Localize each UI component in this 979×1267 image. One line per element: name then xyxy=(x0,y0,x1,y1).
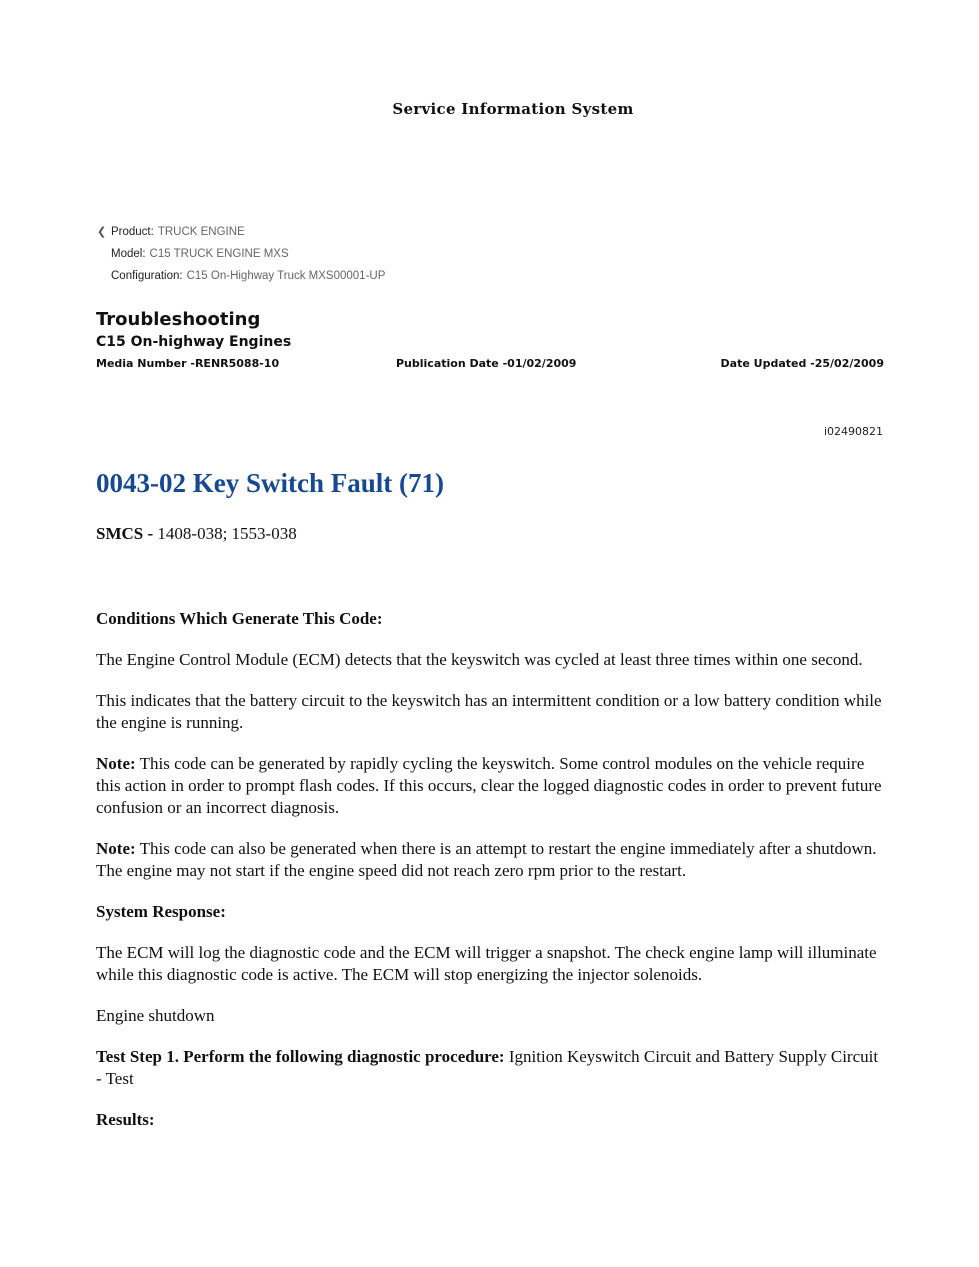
smcs-label: SMCS - xyxy=(96,524,154,543)
test-step-label: Test Step 1. Perform the following diagnostic procedure: xyxy=(96,1047,505,1066)
document-header xyxy=(96,308,884,372)
date-updated: Date Updated -25/02/2009 xyxy=(720,357,884,370)
note-text: This code can be generated by rapidly cycling the keyswitch. Some control modules on the vehicle require this action in order to prompt flash codes. If this occurs, clear the logged diagnostic codes in order to prevent future confusion or an incorrect diagnosis. xyxy=(96,754,882,817)
document-body xyxy=(96,608,886,1150)
note-label: Note: xyxy=(96,754,136,773)
results-heading-text: Results: xyxy=(96,1110,155,1129)
paragraph-ecm-log: The ECM will log the diagnostic code and the ECM will trigger a snapshot. The check engine lamp will illuminate while this diagnostic code is active. The ECM will stop energizing the injector solenoids. xyxy=(96,943,877,984)
configuration-value: C15 On-Highway Truck MXS00001-UP xyxy=(186,270,386,282)
smcs-value: 1408-038; 1553-038 xyxy=(157,524,297,543)
smcs-line xyxy=(96,524,297,544)
model-label: Model: xyxy=(111,248,146,260)
system-response-heading xyxy=(96,901,886,923)
product-label: Product: xyxy=(111,226,154,238)
document-subtitle: C15 On-highway Engines xyxy=(96,334,292,350)
conditions-heading xyxy=(96,608,886,630)
note-rapid-cycling xyxy=(96,753,886,819)
model-value: C15 TRUCK ENGINE MXS xyxy=(149,248,289,260)
paragraph-battery-circuit: This indicates that the battery circuit to the keyswitch has an intermittent condition or a low battery condition while the engine is running. xyxy=(96,691,882,732)
chevron-left-icon[interactable]: ❮ xyxy=(97,226,107,238)
product-row xyxy=(97,224,385,246)
paragraph-engine-shutdown: Engine shutdown xyxy=(96,1006,215,1025)
document-type-title: Troubleshooting xyxy=(96,309,261,330)
document-id: i02490821 xyxy=(823,425,883,438)
page-title: 0043-02 Key Switch Fault (71) xyxy=(96,468,444,498)
conditions-heading-text: Conditions Which Generate This Code: xyxy=(96,609,383,628)
media-number: Media Number -RENR5088-10 xyxy=(96,357,280,370)
model-row xyxy=(97,246,385,268)
configuration-row xyxy=(97,268,385,290)
note-text: This code can also be generated when there is an attempt to restart the engine immediately after a shutdown. The engine may not start if the engine speed did not reach zero rpm prior to the restart. xyxy=(96,839,877,880)
test-step-link: Ignition Keyswitch Circuit and Battery Supply Circuit - Test xyxy=(96,1047,879,1088)
results-heading xyxy=(96,1109,886,1131)
publication-date: Publication Date -01/02/2009 xyxy=(396,357,577,370)
system-response-heading-text: System Response: xyxy=(96,902,226,921)
test-step-1 xyxy=(96,1046,886,1090)
configuration-label: Configuration: xyxy=(111,270,183,282)
paragraph-ecm-detects: The Engine Control Module (ECM) detects that the keyswitch was cycled at least three times within one second. xyxy=(96,650,863,669)
product-value: TRUCK ENGINE xyxy=(157,226,245,238)
system-title: Service Information System xyxy=(392,100,634,118)
note-restart xyxy=(96,838,886,882)
product-info xyxy=(97,224,385,290)
publication-info-row xyxy=(96,356,884,372)
note-label: Note: xyxy=(96,839,136,858)
